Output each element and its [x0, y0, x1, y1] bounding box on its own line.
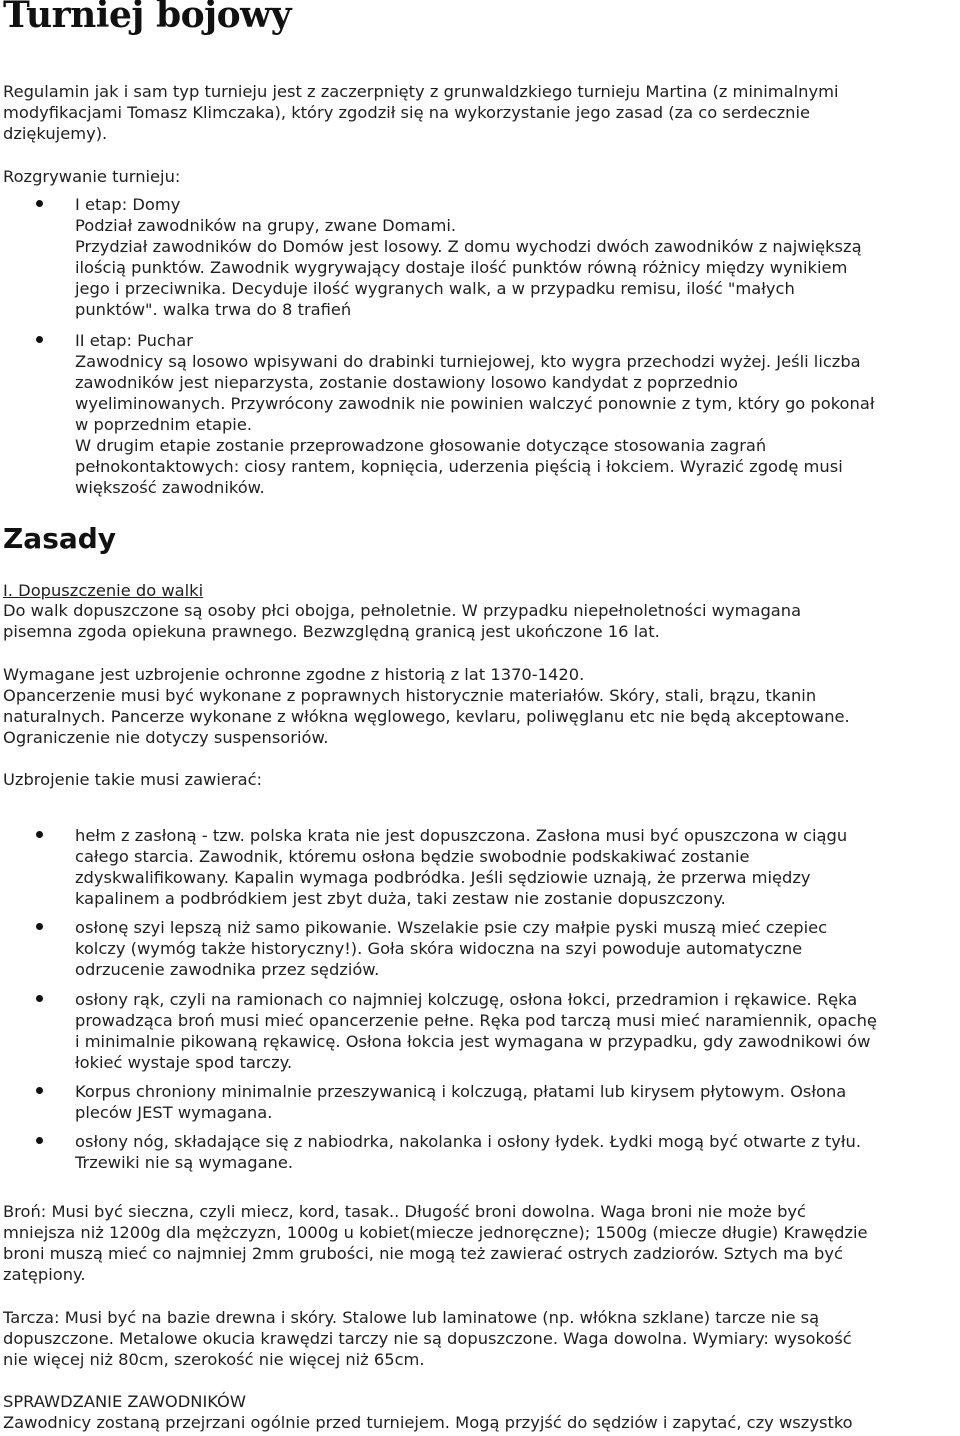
bullet-icon	[36, 995, 43, 1002]
stage-line: Przydział zawodników do Domów jest losowy. Z domu wychodzi dwóch zawodników z największą	[75, 237, 862, 256]
document-title: Turniej bojowy	[3, 0, 292, 36]
bron-line: broni muszą mieć co najmniej 2mm grubości, nie mogą też zawierać ostrych zadziorów. Sztych ma być	[3, 1244, 843, 1263]
sprawdzanie-line: Zawodnicy zostaną przejrzani ogólnie przed turniejem. Mogą przyjść do sędziów i zapytać, czy wszystko	[3, 1413, 853, 1432]
stage-line: punktów". walka trwa do 8 trafień	[75, 300, 352, 319]
armor-line: osłony rąk, czyli na ramionach co najmniej kolczugę, osłona łokci, przedramion i rękawice. Ręka	[75, 990, 858, 1009]
stage-item	[75, 194, 960, 320]
sprawdzanie-paragraph	[3, 1412, 853, 1433]
armor-line: i minimalnie pikowaną rękawicę. Osłona łokcia jest wymagana w przypadku, gdy zawodnikowi ów	[75, 1032, 871, 1051]
bron-line: mniejsza niż 1200g dla mężczyzn, 1000g u kobiet(miecze jednoręczne); 1500g (miecze długie) Krawędzie	[3, 1223, 868, 1242]
section1-heading: I. Dopuszczenie do walki	[3, 581, 204, 600]
bullet-icon	[36, 200, 43, 207]
uzbrojenie-line: Wymagane jest uzbrojenie ochronne zgodne z historią z lat 1370-1420.	[3, 665, 585, 684]
stage-line: jego i przeciwnika. Decyduje ilość wygranych walk, a w przypadku remisu, ilość "małych	[75, 279, 795, 298]
armor-line: osłonę szyi lepszą niż samo pikowanie. Wszelakie psie czy małpie pyski muszą mieć czepiec	[75, 918, 828, 937]
armor-line: zdyskwalifikowany. Kapalin wymaga podbródka. Jeśli sędziowie uznają, że przerwa między	[75, 868, 811, 887]
sprawdzanie-heading: SPRAWDZANIE ZAWODNIKÓW	[3, 1392, 246, 1411]
uzbrojenie-label: Uzbrojenie takie musi zawierać:	[3, 770, 263, 789]
armor-item	[75, 1081, 960, 1123]
armor-line: osłony nóg, składające się z nabiodrka, nakolanka i osłony łydek. Łydki mogą być otwarte z tyłu.	[75, 1132, 862, 1151]
armor-line: pleców JEST wymagana.	[75, 1103, 273, 1122]
intro-paragraph	[3, 81, 838, 144]
intro-line: dziękujemy).	[3, 124, 108, 143]
tarcza-line: dopuszczone. Metalowe okucia krawędzi tarczy nie są dopuszczone. Waga dowolna. Wymiary: wysokość	[3, 1329, 852, 1348]
tarcza-line: nie więcej niż 80cm, szerokość nie więcej niż 65cm.	[3, 1350, 425, 1369]
uzbrojenie-paragraph	[3, 664, 850, 748]
armor-line: kapalinem a podbródkiem jest zbyt duża, taki zestaw nie zostanie dopuszczony.	[75, 889, 726, 908]
bron-line: Broń: Musi być sieczna, czyli miecz, kord, tasak.. Długość broni dowolna. Waga broni nie może być	[3, 1202, 807, 1221]
stage-line: I etap: Domy	[75, 195, 181, 214]
armor-item	[75, 917, 960, 980]
rozgrywanie-label: Rozgrywanie turnieju:	[3, 167, 181, 186]
section1-line: pisemna zgoda opiekuna prawnego. Bezwzględną granicą jest ukończone 16 lat.	[3, 622, 660, 641]
section1-paragraph	[3, 600, 801, 642]
stage-line: W drugim etapie zostanie przeprowadzone głosowanie dotyczące stosowania zagrań	[75, 436, 767, 455]
section1-line: Do walk dopuszczone są osoby płci obojga, pełnoletnie. W przypadku niepełnoletności wymagana	[3, 601, 802, 620]
armor-line: prowadząca broń musi mieć opancerzenie pełne. Ręka pod tarczą musi mieć naramiennik, opachę	[75, 1011, 877, 1030]
bullet-icon	[36, 1137, 43, 1144]
stage-line: II etap: Puchar	[75, 331, 193, 350]
armor-item	[75, 989, 960, 1073]
armor-item	[75, 1131, 960, 1173]
stage-line: większość zawodników.	[75, 478, 265, 497]
armor-line: hełm z zasłoną - tzw. polska krata nie jest dopuszczona. Zasłona musi być opuszczona w ciągu	[75, 826, 848, 845]
stage-line: wyeliminowanych. Przywrócony zawodnik nie powinien walczyć ponownie z tym, który go pokonał	[75, 394, 875, 413]
armor-line: łokieć wystaje spod tarczy.	[75, 1053, 293, 1072]
stage-line: ilością punktów. Zawodnik wygrywający dostaje ilość punktów równą różnicy między wynikiem	[75, 258, 848, 277]
bron-line: zatępiony.	[3, 1265, 86, 1284]
armor-line: Korpus chroniony minimalnie przeszywanicą i kolczugą, płatami lub kirysem płytowym. Osłona	[75, 1082, 847, 1101]
intro-line: Regulamin jak i sam typ turnieju jest z zaczerpnięty z grunwaldzkiego turnieju Martina (z minimalnymi	[3, 82, 839, 101]
bron-paragraph	[3, 1201, 868, 1285]
bullet-icon	[36, 1087, 43, 1094]
bullet-icon	[36, 923, 43, 930]
tarcza-paragraph	[3, 1307, 852, 1370]
tarcza-line: Tarcza: Musi być na bazie drewna i skóry. Stalowe lub laminatowe (np. włókna szklane) tarcze nie są	[3, 1308, 820, 1327]
armor-line: Trzewiki nie są wymagane.	[75, 1153, 294, 1172]
stage-line: Zawodnicy są losowo wpisywani do drabinki turniejowej, kto wygra przechodzi wyżej. Jeśli liczba	[75, 352, 861, 371]
armor-line: całego starcia. Zawodnik, któremu osłona będzie swobodnie podskakiwać zostanie	[75, 847, 750, 866]
stage-line: Podział zawodników na grupy, zwane Domami.	[75, 216, 457, 235]
intro-line: modyfikacjami Tomasz Klimczaka), który zgodził się na wykorzystanie jego zasad (za co serdecznie	[3, 103, 811, 122]
uzbrojenie-line: Ograniczenie nie dotyczy suspensoriów.	[3, 728, 329, 747]
stage-line: zawodników jest nieparzysta, zostanie dostawiony losowo kandydat z poprzednio	[75, 373, 738, 392]
stage-line: pełnokontaktowych: ciosy rantem, kopnięcia, uderzenia pięścią i łokciem. Wyrazić zgodę musi	[75, 457, 843, 476]
stage-item	[75, 330, 960, 498]
stage-line: w poprzednim etapie.	[75, 415, 253, 434]
uzbrojenie-line: Opancerzenie musi być wykonane z poprawnych historycznie materiałów. Skóry, stali, brązu, tkanin	[3, 686, 817, 705]
armor-line: odrzucenie zawodnika przez sędziów.	[75, 960, 380, 979]
bullet-icon	[36, 831, 43, 838]
armor-line: kolczy (wymóg także historyczny!). Goła skóra widoczna na szyi powoduje automatyczne	[75, 939, 803, 958]
zasady-heading: Zasady	[3, 522, 117, 555]
uzbrojenie-line: naturalnych. Pancerze wykonane z włókna węglowego, kevlaru, poliwęglanu etc nie będą akceptowane.	[3, 707, 850, 726]
bullet-icon	[36, 336, 43, 343]
armor-item	[75, 825, 960, 909]
